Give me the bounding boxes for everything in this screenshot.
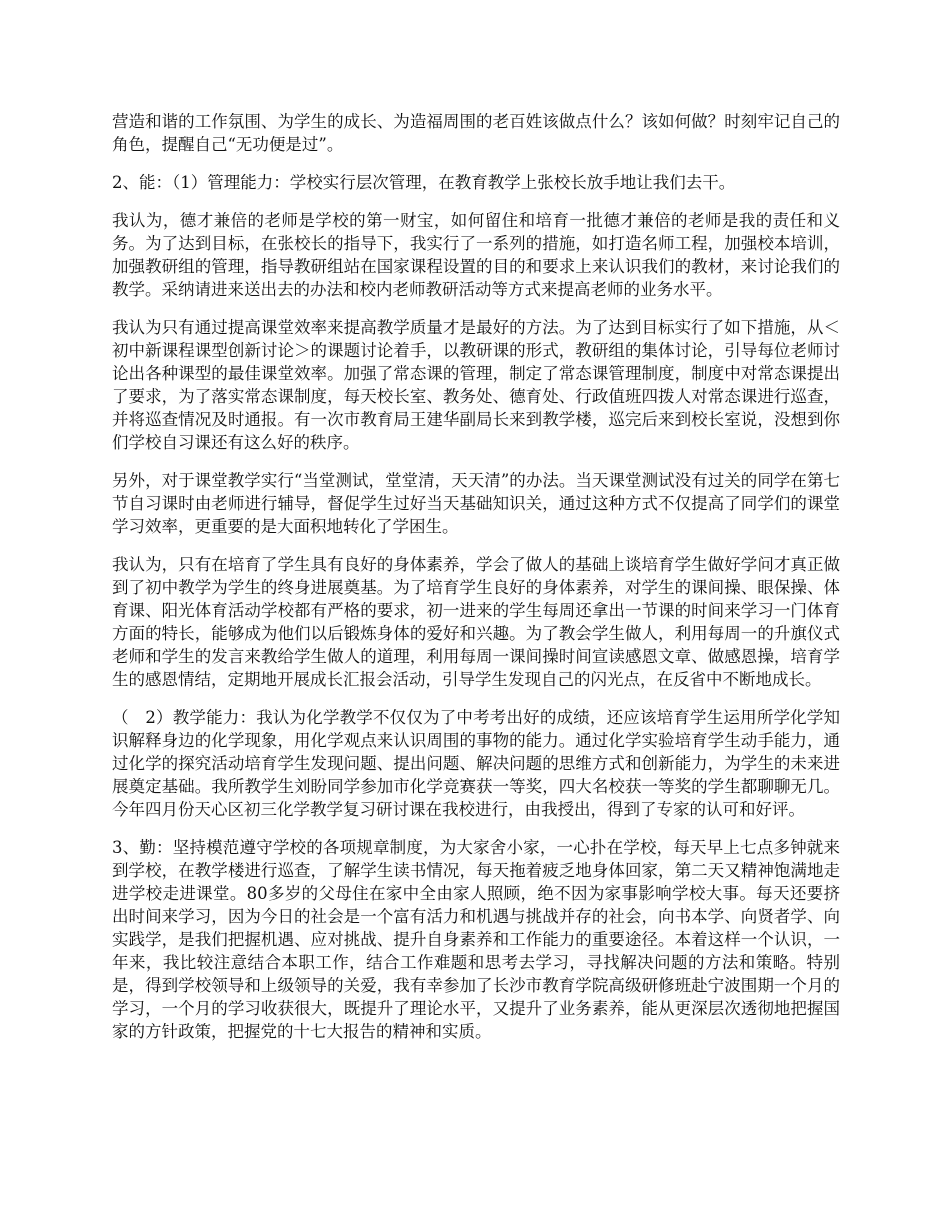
document-page — [112, 110, 840, 1058]
paragraph-diligence: 3、勤：坚持模范遵守学校的各项规章制度，为大家舍小家，一心扑在学校，每天早上七点多钟就来到学校，在教学楼进行巡查，了解学生读书情况，每天拖着疲乏地身体回家，第二天又精神饱满地走进学校走进课堂。80多岁的父母住在家中全由家人照顾，绝不因为家事影响学校大事。每天还要挤出时间来学习，因为今日的社会是一个富有活力和机遇与挑战并存的社会，向书本学、向贤者学、向实践学，是我们把握机遇、应对挑战、提升自身素养和工作能力的重要途径。本着这样一个认识，一年来，我比较注意结合本职工作，结合工作难题和思考去学习，寻找解决问题的方法和策略。特别是，得到学校领导和上级领导的关爱，我有幸参加了长沙市教育学院高级研修班赴宁波围期一个月的学习，一个月的学习收获很大，既提升了理论水平，又提升了业务素养，能从更深层次透彻地把握国家的方针政策，把握党的十七大报告的精神和实质。 — [112, 838, 840, 1041]
paragraph-teaching-ability: （ 2）教学能力：我认为化学教学不仅仅为了中考考出好的成绩，还应该培育学生运用所学化学知识解释身边的化学现象，用化学观点来认识周围的事物的能力。通过化学实验培育学生动手能力，通过化学的探究活动培育学生发现问题、提出问题、解决问题的思维方式和创新能力，为学生的未来进展奠定基础。我所教学生刘盼同学参加市化学竞赛获一等奖，四大名校获一等奖的学生都聊聊无几。今年四月份天心区初三化学教学复习研讨课在我校进行，由我授出，得到了专家的认可和好评。 — [112, 708, 840, 819]
paragraph-physical-moral-education: 我认为，只有在培育了学生具有良好的身体素养，学会了做人的基础上谈培育学生做好学问才真正做到了初中教学为学生的终身进展奠基。为了培育学生良好的身体素养，对学生的课间操、眼保操、体育课、阳光体育活动学校都有严格的要求，初一进来的学生每周还拿出一节课的时间来学习一门体育方面的特长，能够成为他们以后锻炼身体的爱好和兴趣。为了教会学生做人，利用每周一的升旗仪式老师和学生的发言来教给学生做人的道理，利用每周一课间操时间宣读感恩文章、做感恩操，培育学生的感恩情结，定期地开展成长汇报会活动，引导学生发现自己的闪光点，在反省中不断地成长。 — [112, 555, 840, 689]
paragraph-ability-management: 2、能：（1）管理能力：学校实行层次管理，在教育教学上张校长放手地让我们去干。 — [112, 173, 736, 192]
paragraph-intro-continuation: 营造和谐的工作氛围、为学生的成长、为造福周围的老百姓该做点什么？该如何做？时刻牢记自己的角色，提醒自己“无功便是过”。 — [112, 112, 840, 154]
paragraph-daily-testing: 另外，对于课堂教学实行“当堂测试，堂堂清，天天清”的办法。当天课堂测试没有过关的同学在第七节自习课时由老师进行辅导，督促学生过好当天基础知识关，通过这种方式不仅提高了同学们的课堂学习效率，更重要的是大面积地转化了学困生。 — [112, 471, 840, 536]
paragraph-classroom-efficiency: 我认为只有通过提高课堂效率来提高教学质量才是最好的方法。为了达到目标实行了如下措施，从＜初中新课程课型创新讨论＞的课题讨论着手，以教研课的形式，教研组的集体讨论，引导每位老师讨论出各种课型的最佳课堂效率。加强了常态课的管理，制定了常态课管理制度，制度中对常态课提出了要求，为了落实常态课制度，每天校长室、教务处、德育处、行政值班四拨人对常态课进行巡查，并将巡查情况及时通报。有一次市教育局王建华副局长来到教学楼，巡完后来到校长室说，没想到你们学校自习课还有这么好的秩序。 — [112, 318, 840, 452]
paragraph-teacher-development: 我认为，德才兼倍的老师是学校的第一财宝，如何留住和培育一批德才兼倍的老师是我的责任和义务。为了达到目标，在张校长的指导下，我实行了一系列的措施，如打造名师工程，加强校本培训，加强教研组的管理，指导教研组站在国家课程设置的目的和要求上来认识我们的教材，来讨论我们的教学。采纳请进来送出去的办法和校内老师教研活动等方式来提高老师的业务水平。 — [112, 211, 840, 299]
